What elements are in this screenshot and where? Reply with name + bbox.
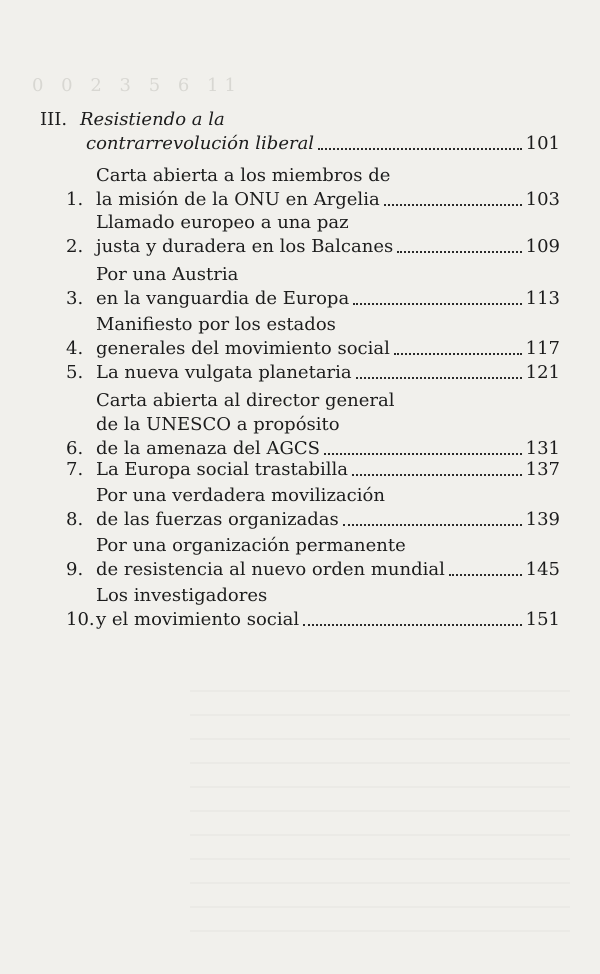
entry-title-line: de resistencia al nuevo orden mundial <box>96 559 445 580</box>
entry-number: 6. <box>66 438 84 459</box>
page-number: 145 <box>525 559 560 580</box>
bleed-through-block <box>190 690 570 940</box>
toc-entry-3[interactable] <box>66 263 560 311</box>
section-title-line1: Resistiendo a la <box>80 109 225 130</box>
entry-title-line: de las fuerzas organizadas <box>96 509 339 530</box>
leader-dots <box>303 624 522 626</box>
page-number: 101 <box>525 133 560 154</box>
leader-dots <box>397 251 521 253</box>
page-number: 117 <box>525 338 560 359</box>
entry-number: 3. <box>66 288 84 309</box>
page-number: 151 <box>525 609 560 630</box>
page-number: 137 <box>525 459 560 480</box>
page-number: 121 <box>525 362 560 383</box>
page-number: 113 <box>525 288 560 309</box>
toc-entry-1[interactable] <box>66 164 560 212</box>
bleed-through-text: 0 0 2 3 5 6 11 <box>32 75 242 96</box>
entry-title-line: La Europa social trastabilla <box>96 459 348 480</box>
leader-dots <box>343 524 522 526</box>
entry-title-line: Los investigadores <box>96 585 268 606</box>
toc-section <box>40 108 560 156</box>
entry-number: 5. <box>66 362 84 383</box>
page-number: 109 <box>525 236 560 257</box>
entry-title-line: la misión de la ONU en Argelia <box>96 189 380 210</box>
entry-title-line: Carta abierta al director general <box>96 390 395 411</box>
entry-title-line: y el movimiento social <box>96 609 300 630</box>
leader-dots <box>352 474 522 476</box>
entry-number: 4. <box>66 338 84 359</box>
toc-entry-6[interactable] <box>66 389 560 461</box>
toc-entry-2[interactable] <box>66 211 560 259</box>
entry-title-line: de la amenaza del AGCS <box>96 438 320 459</box>
leader-dots <box>356 377 522 379</box>
leader-dots <box>384 204 522 206</box>
toc-entry-8[interactable] <box>66 484 560 532</box>
entry-title-line: Por una Austria <box>96 264 239 285</box>
leader-dots <box>449 574 522 576</box>
entry-title-line: de la UNESCO a propósito <box>96 414 340 435</box>
entry-number: 2. <box>66 236 84 257</box>
entry-title-line: Carta abierta a los miembros de <box>96 165 391 186</box>
leader-dots <box>318 148 522 150</box>
leader-dots <box>324 453 522 455</box>
entry-title-line: en la vanguardia de Europa <box>96 288 350 309</box>
page-number: 103 <box>525 189 560 210</box>
leader-dots <box>394 353 522 355</box>
page-number: 131 <box>525 438 560 459</box>
entry-title-line: La nueva vulgata planetaria <box>96 362 352 383</box>
entry-title-line: Llamado europeo a una paz <box>96 212 349 233</box>
leader-dots <box>353 303 521 305</box>
section-title-line2: contrarrevolución liberal <box>86 133 315 154</box>
toc-entry-10[interactable] <box>66 584 560 632</box>
section-number: III. <box>40 109 68 130</box>
entry-title-line: Manifiesto por los estados <box>96 314 336 335</box>
entry-title-line: Por una organización permanente <box>96 535 406 556</box>
toc-entry-5[interactable] <box>66 361 560 385</box>
page-number: 139 <box>525 509 560 530</box>
entry-number: 10. <box>66 609 95 630</box>
entry-number: 9. <box>66 559 84 580</box>
toc-entry-4[interactable] <box>66 313 560 361</box>
toc-entry-9[interactable] <box>66 534 560 582</box>
entry-title-line: justa y duradera en los Balcanes <box>96 236 394 257</box>
entry-title-line: generales del movimiento social <box>96 338 390 359</box>
entry-number: 8. <box>66 509 84 530</box>
entry-number: 1. <box>66 189 84 210</box>
entry-number: 7. <box>66 459 84 480</box>
toc-entry-7[interactable] <box>66 458 560 482</box>
entry-title-line: Por una verdadera movilización <box>96 485 385 506</box>
